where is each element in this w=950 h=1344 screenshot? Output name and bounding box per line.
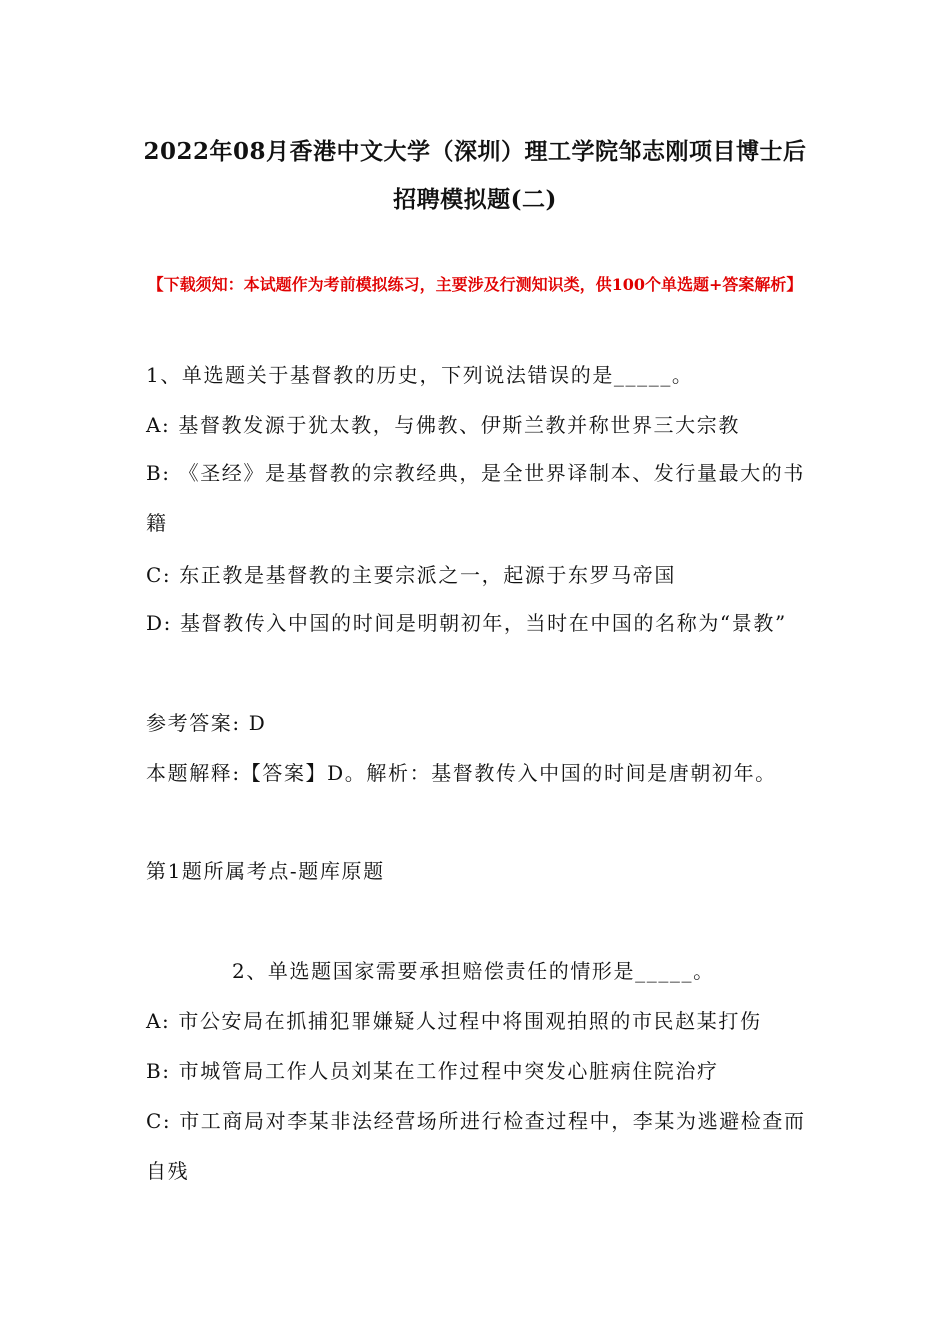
question-1-stem: 1、单选题关于基督教的历史，下列说法错误的是_____。 [146,363,694,387]
question-1-topic: 第1题所属考点-题库原题 [146,859,385,883]
question-2-option-a: A: 市公安局在抓捕犯罪嫌疑人过程中将围观拍照的市民赵某打伤 [146,1009,762,1033]
question-1-explanation: 本题解释:【答案】D。解析：基督教传入中国的时间是唐朝初年。 [146,761,777,785]
question-1-option-c: C: 东正教是基督教的主要宗派之一，起源于东罗马帝国 [146,563,676,587]
document-title-line-1: 2022年08月香港中文大学（深圳）理工学院邹志刚项目博士后 [143,138,807,165]
download-notice: 【下载须知：本试题作为考前模拟练习，主要涉及行测知识类，供100个单选题+答案解析】 [147,275,803,294]
question-1-answer: 参考答案: D [146,711,267,735]
question-1-option-b: B: 《圣经》是基督教的宗教经典，是全世界译制本、发行量最大的书籍 [146,461,805,535]
question-2-option-c: C: 市工商局对李某非法经营场所进行检查过程中，李某为逃避检查而自残 [146,1109,806,1183]
question-1-option-d: D: 基督教传入中国的时间是明朝初年，当时在中国的名称为“景教” [146,611,787,635]
question-2-stem: 2、单选题国家需要承担赔偿责任的情形是_____。 [232,959,715,983]
question-1-option-a: A: 基督教发源于犹太教，与佛教、伊斯兰教并称世界三大宗教 [146,413,740,437]
document-title-line-2: 招聘模拟题(二) [393,186,557,213]
question-2-option-b: B: 市城管局工作人员刘某在工作过程中突发心脏病住院治疗 [146,1059,719,1083]
